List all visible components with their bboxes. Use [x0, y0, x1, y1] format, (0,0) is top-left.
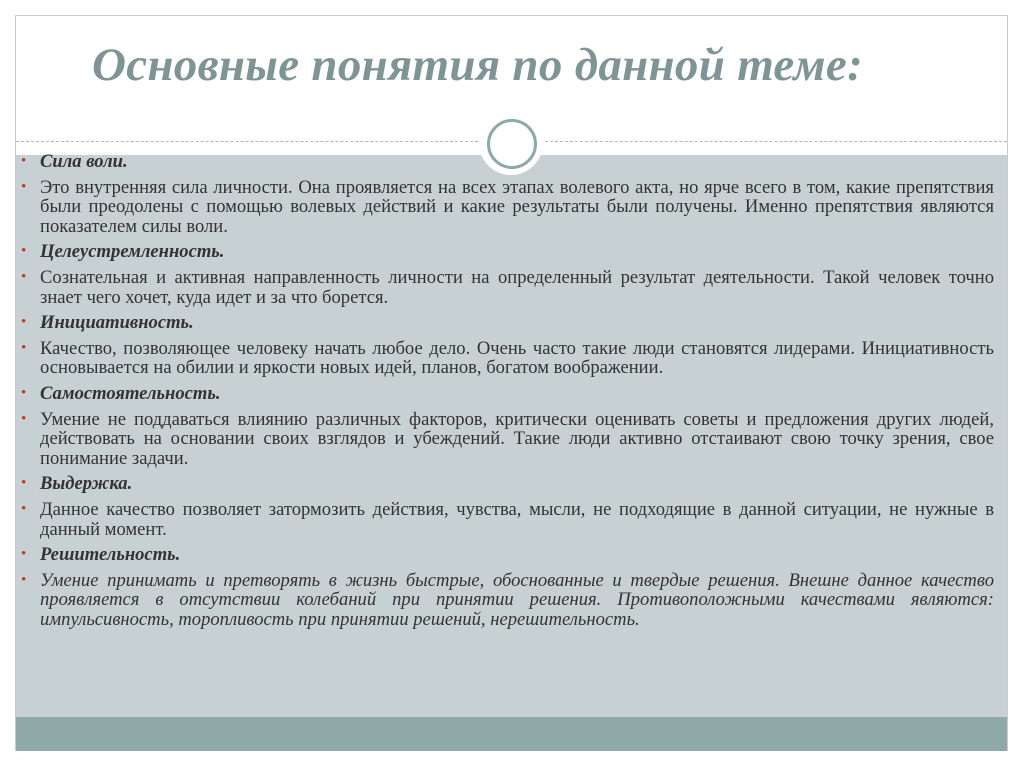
- bullet-icon: •: [21, 243, 27, 260]
- term-description: [21, 498, 994, 540]
- term-description: [21, 408, 994, 469]
- bullet-icon: •: [21, 268, 27, 285]
- footer-band: [16, 717, 1007, 751]
- term-description-text: Качество, позволяющее человеку начать любое дело. Очень часто такие люди становятся лидерами. Инициативность основывается на обилии и яркости новых идей, планов, богатом воображении.: [40, 337, 994, 379]
- term-heading-text: Выдержка.: [40, 473, 133, 495]
- term-heading-text: Сила воли.: [40, 151, 128, 172]
- content-list: [16, 152, 1007, 635]
- bullet-icon: •: [21, 500, 27, 517]
- term-description: [21, 569, 994, 630]
- term-heading-text: Инициативность.: [40, 312, 194, 334]
- term-heading-text: Решительность.: [40, 544, 181, 566]
- bullet-icon: •: [21, 410, 27, 427]
- bullet-icon: •: [21, 384, 27, 401]
- term-heading-text: Самостоятельность.: [40, 382, 221, 404]
- term-heading: [21, 473, 994, 495]
- term-heading: [21, 382, 994, 404]
- term-heading: [21, 241, 994, 263]
- term-heading-text: Целеустремленность.: [40, 241, 225, 263]
- bullet-icon: •: [21, 339, 27, 356]
- term-heading: [21, 544, 994, 566]
- term-description: [21, 266, 994, 308]
- bullet-icon: •: [21, 571, 27, 588]
- bullet-icon: •: [21, 178, 27, 195]
- bullet-icon: •: [21, 546, 27, 563]
- term-description: [21, 176, 994, 237]
- term-description-text: Умение принимать и претворять в жизнь быстрые, обоснованные и твердые решения. Внешне данное качество проявляется в отсутствии колебаний при принятии решения. Противоположными качествами являются: импульсивность, торопливость при принятии решений, нерешительность.: [40, 569, 994, 630]
- bullet-icon: •: [21, 314, 27, 331]
- term-description-text: Это внутренняя сила личности. Она проявляется на всех этапах волевого акта, но ярче всего в том, какие препятствия были преодолены с помощью волевых действий и какие результаты были получены. Именно препятствия являются показателем силы воли.: [40, 176, 994, 237]
- term-description: [21, 337, 994, 379]
- slide-title: Основные понятия по данной теме:: [92, 39, 864, 91]
- bullet-icon: •: [21, 153, 27, 169]
- bullet-icon: •: [21, 475, 27, 492]
- term-description-text: Умение не поддаваться влиянию различных факторов, критически оценивать советы и предложения других людей, действовать на основании своих взглядов и убеждений. Такие люди активно отстаивают свою точку зрения, свое понимание задачи.: [40, 408, 994, 469]
- term-description-text: Сознательная и активная направленность личности на определенный результат деятельности. Такой человек точно знает чего хочет, куда идет и за что борется.: [40, 266, 994, 308]
- term-heading: [21, 312, 994, 334]
- term-heading: [21, 151, 994, 172]
- term-description-text: Данное качество позволяет затормозить действия, чувства, мысли, не подходящие в данной ситуации, не нужные в данный момент.: [40, 498, 994, 540]
